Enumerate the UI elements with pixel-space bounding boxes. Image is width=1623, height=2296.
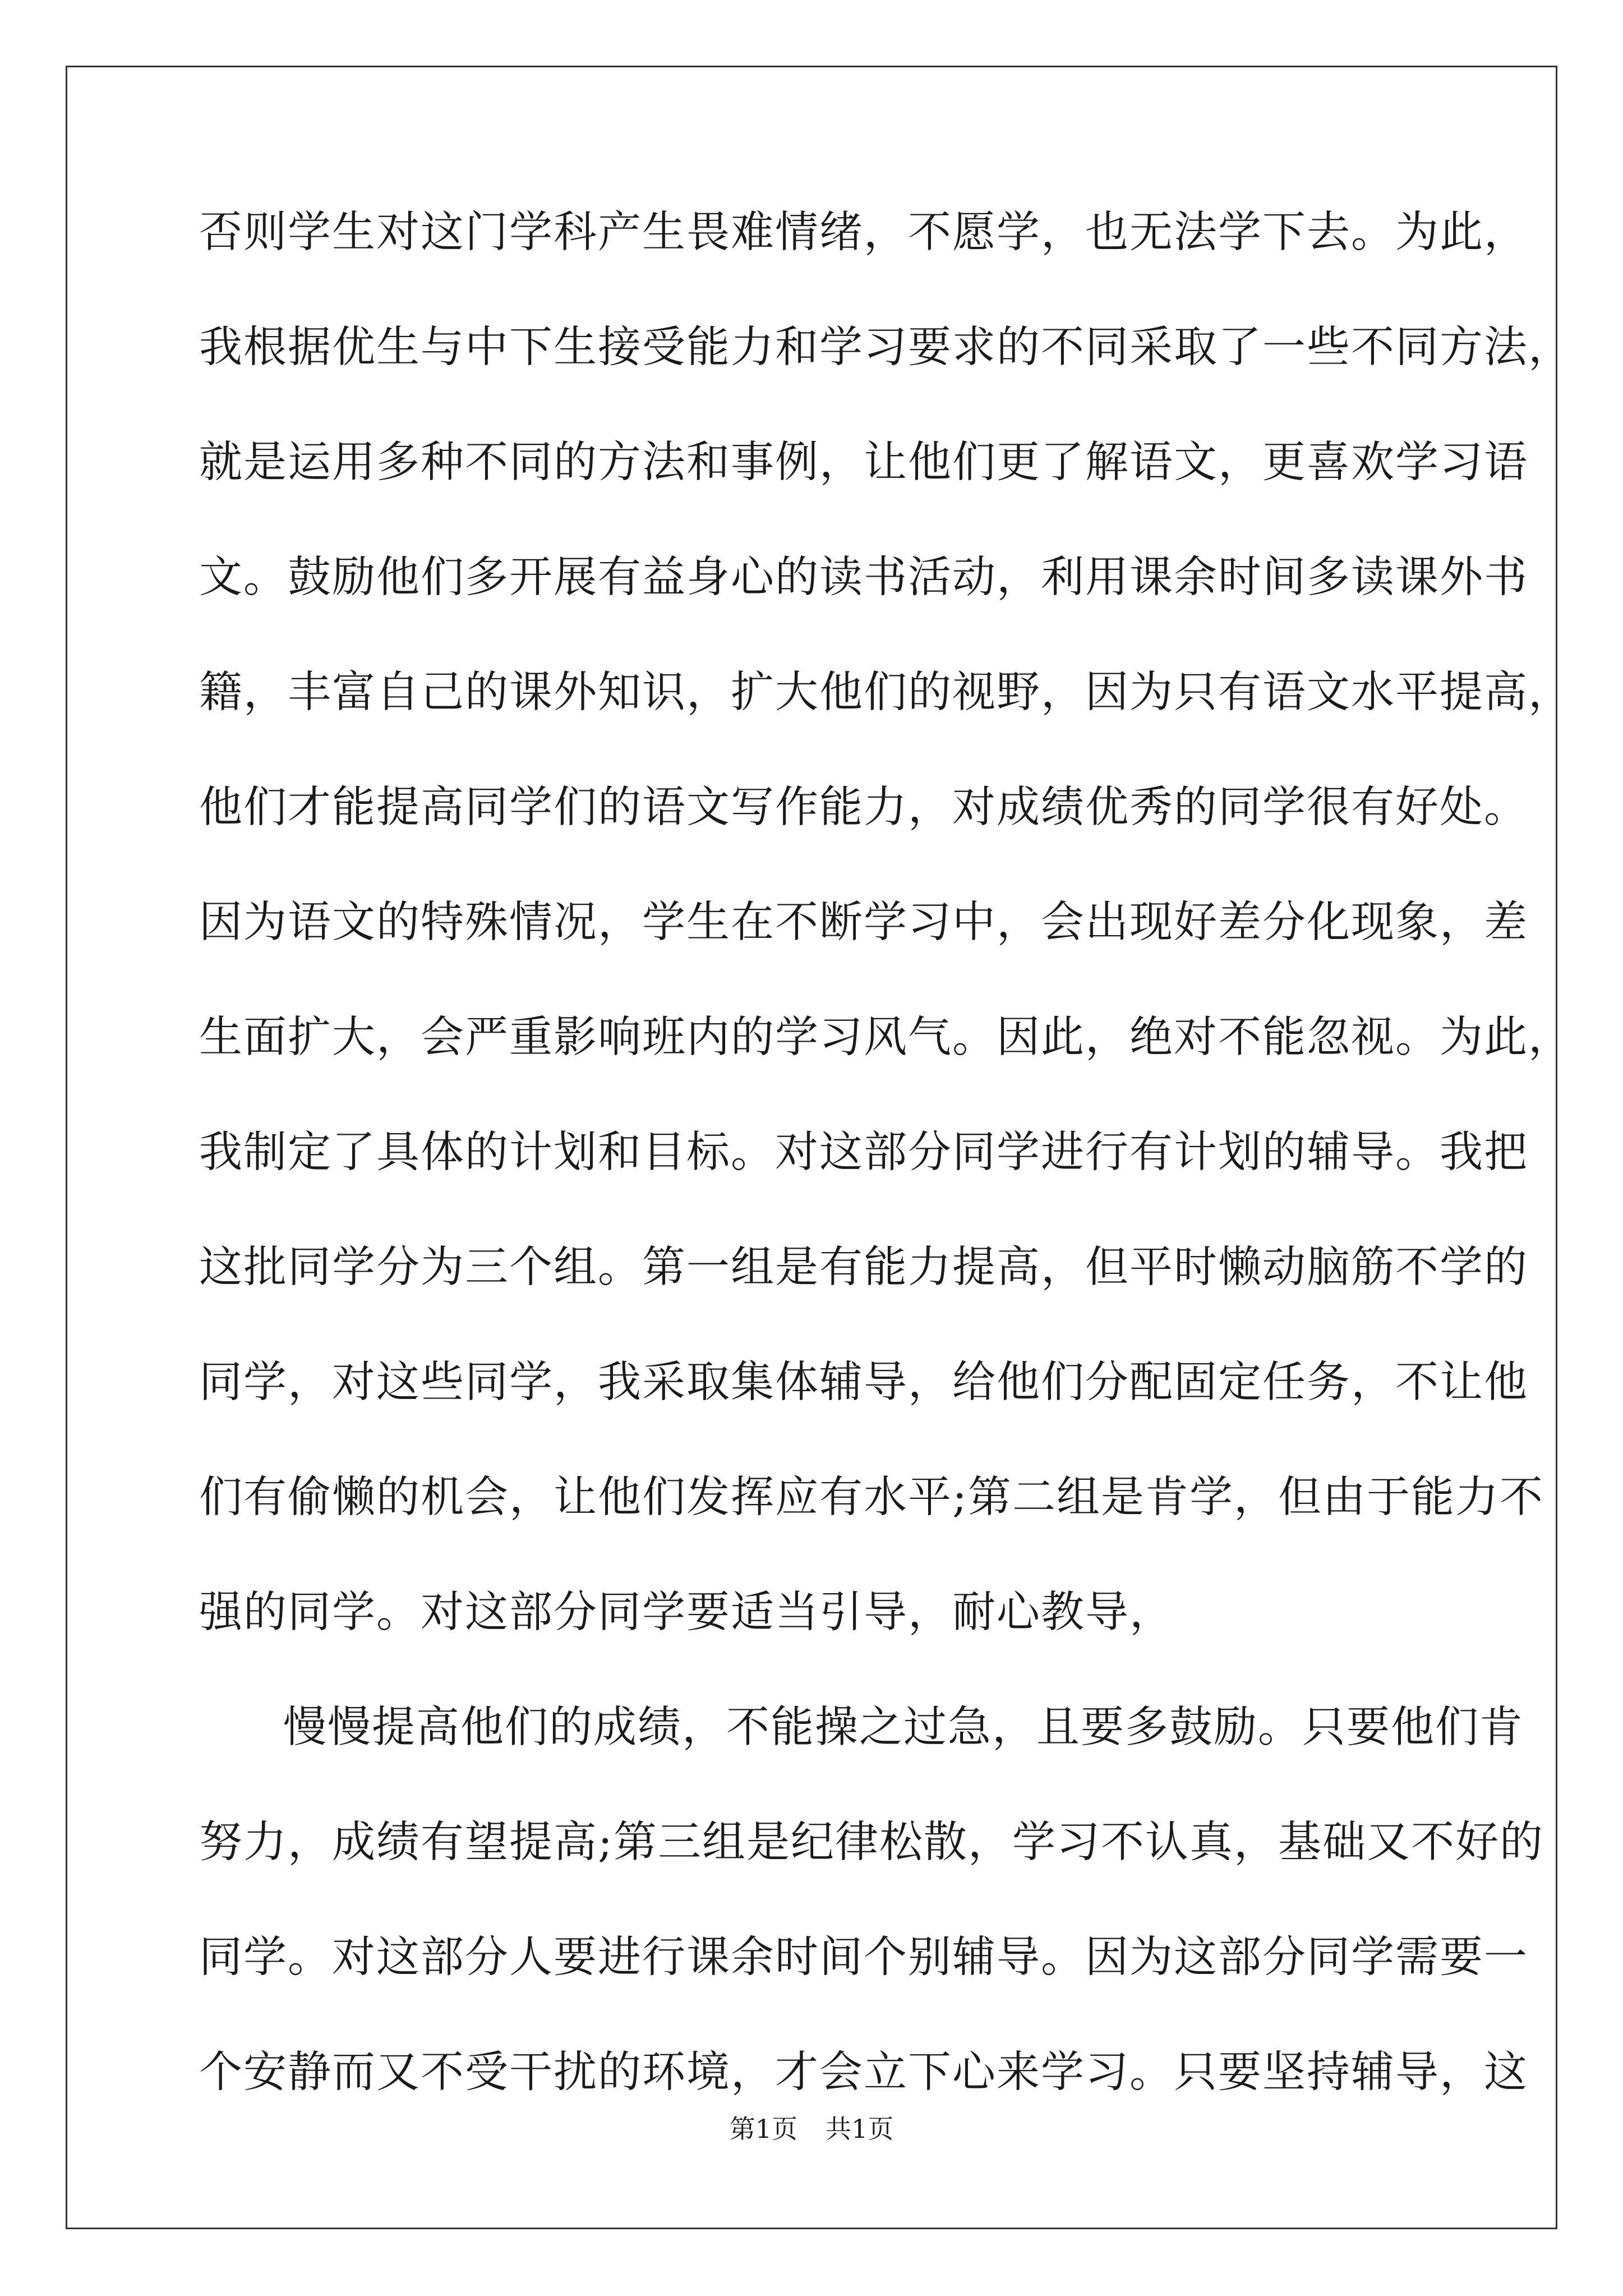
text-line: 个安静而又不受干扰的环境，才会立下心来学习。只要坚持辅导，这 <box>199 2047 1528 2097</box>
text-line: 我制定了具体的计划和目标。对这部分同学进行有计划的辅导。我把 <box>199 1128 1528 1177</box>
page-footer <box>0 2112 1623 2146</box>
text-line: 他们才能提高同学们的语文写作能力，对成绩优秀的同学很有好处。 <box>199 783 1528 832</box>
text-line: 籍，丰富自己的课外知识，扩大他们的视野，因为只有语文水平提高， <box>199 668 1573 717</box>
text-line: 同学，对这些同学，我采取集体辅导，给他们分配固定任务，不让他 <box>199 1358 1528 1407</box>
text-line: 同学。对这部分人要进行课余时间个别辅导。因为这部分同学需要一 <box>199 1932 1528 1982</box>
text-line: 努力，成绩有望提高;第三组是纪律松散，学习不认真，基础又不好的 <box>199 1818 1544 1867</box>
text-line: 这批同学分为三个组。第一组是有能力提高，但平时懒动脑筋不学的 <box>199 1243 1528 1292</box>
text-line: 慢慢提高他们的成绩，不能操之过急，且要多鼓励。只要他们肯 <box>283 1703 1524 1752</box>
text-line: 我根据优生与中下生接受能力和学习要求的不同采取了一些不同方法， <box>199 323 1573 372</box>
text-line: 否则学生对这门学科产生畏难情绪，不愿学，也无法学下去。为此， <box>199 208 1528 257</box>
text-line: 文。鼓励他们多开展有益身心的读书活动，利用课余时间多读课外书 <box>199 553 1528 602</box>
text-line: 生面扩大，会严重影响班内的学习风气。因此，绝对不能忽视。为此， <box>199 1013 1573 1062</box>
text-line: 因为语文的特殊情况，学生在不断学习中，会出现好差分化现象，差 <box>199 898 1528 947</box>
text-line: 们有偷懒的机会，让他们发挥应有水平;第二组是肯学，但由于能力不 <box>199 1473 1544 1522</box>
page-total: 共1页 <box>826 2114 894 2144</box>
text-line: 就是运用多种不同的方法和事例，让他们更了解语文，更喜欢学习语 <box>199 438 1528 487</box>
document-body <box>199 191 1573 2146</box>
text-line: 强的同学。对这部分同学要适当引导，耐心教导， <box>199 1588 1174 1637</box>
page-number: 第1页 <box>729 2114 797 2144</box>
